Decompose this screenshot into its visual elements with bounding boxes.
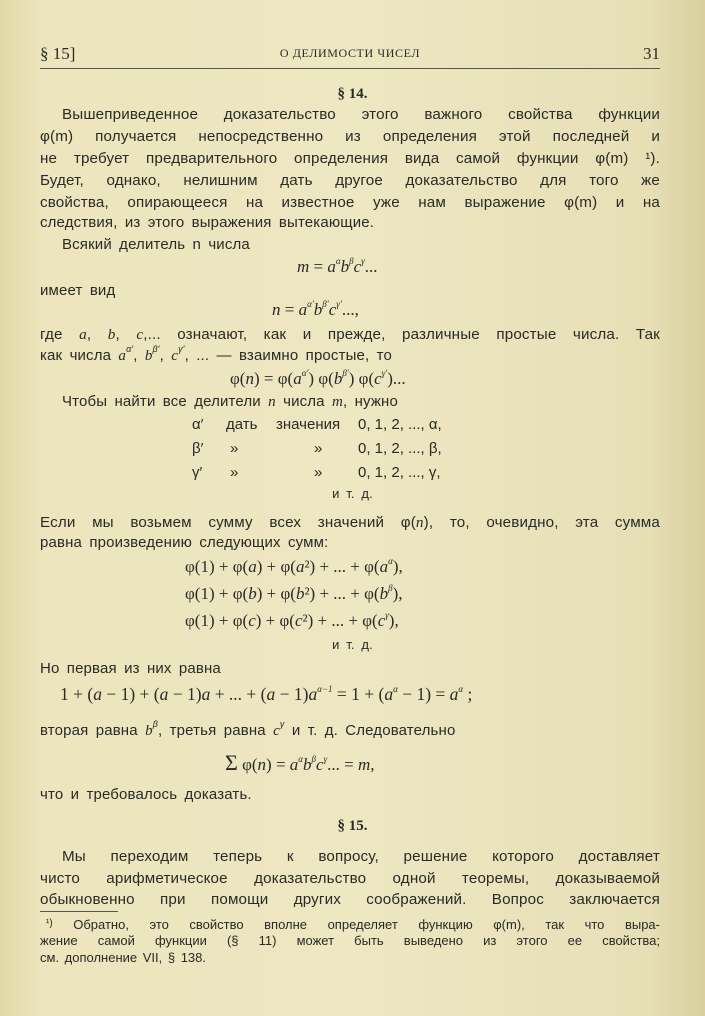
paragraph-line: что и требовалось доказать.: [40, 786, 252, 803]
paragraph-line: вторая равна $b^\beta$, третья равна $c^\gamma$ и т. д. Следовательно: [40, 719, 456, 739]
header-title: О ДЕЛИМОСТИ ЧИСЕЛ: [279, 46, 421, 60]
section-15-heading: § 15.: [337, 818, 368, 834]
paragraph-line: следствия, из этого выражения вытекающие.: [40, 214, 375, 231]
etc-label: и т. д.: [332, 637, 373, 652]
section-14-heading: § 14.: [337, 86, 368, 102]
paragraph-line: где a, b, c,... означают, как и прежде, различные простые числа. Так: [40, 326, 660, 343]
paragraph-line: φ(m) получается непосредственно из определения этой последней и: [40, 128, 660, 145]
sum-b: φ(1) + φ(b) + φ(b²) + ... + $\varphi(b^\beta)$,: [185, 583, 403, 603]
formula-first-sum: 1 + (a − 1) + (a − 1)a + ... + $(a - 1)a^{\alpha-1} = 1 + (a^\alpha - 1) = a^\alpha$ ;: [60, 684, 473, 704]
paragraph-line: Вышеприведенное доказательство этого важного свойства функции: [62, 106, 660, 123]
paragraph-line: Будет, однако, нелишним дать другое доказательство для того же: [40, 172, 660, 189]
sum-a: φ(1) + φ(a) + φ(a²) + ... + $\varphi(a^\alpha)$,: [185, 556, 403, 576]
paragraph-line: свойства, опирающееся на известное уже нам выражение φ(m) и на: [40, 194, 660, 211]
formula-m: $m = a^\alpha b^\beta c^\gamma$...: [297, 256, 378, 276]
running-header: [40, 40, 660, 64]
header-section-ref: § 15]: [40, 44, 76, 63]
header-rule: [40, 68, 660, 69]
paragraph-line: Если мы возьмем сумму всех значений φ(n), то, очевидно, эта сумма: [40, 514, 660, 531]
formula-phi-n: $\varphi(n) = \varphi(a^{\alpha'})$ $\varphi(b^{\beta'})$ $\varphi(c^{\gamma'})$...: [230, 368, 406, 388]
footnote-line: $^{^1)}$ Обратно, это свойство вполне определяет функцию φ(m), так что выра-: [46, 917, 660, 932]
paragraph-line: Чтобы найти все делители n числа m, нужно: [62, 393, 398, 410]
page-number: 31: [643, 44, 660, 63]
book-page: § 15] О ДЕЛИМОСТИ ЧИСЕЛ 31 § 14. Вышеприведенное доказательство этого важного свойства функции φ(m) получается непосредственно из определения этой последней и не требует предварительного определения вида самой функции φ(m) ¹). Будет, однако, нелишним дать другое доказательство для того же свойства, опирающееся на известное уже нам выражение φ(m) и на следствия, из этого выражения вытекающие. Всякий делитель n числа $m = a^\alpha b^\beta c^\gamma$... имеет вид $n = a^{\alpha'}b^{\beta'}c^{\gamma'}$..., где a, b, c,... означают, как и прежде, различные простые числа. Так как числа $a^{\alpha'}$, $b^{\beta'}$, $c^{\gamma'}$, ... — взаимно простые, то $\varphi(n) = \varphi(a^{\alpha'})$ $\varphi(b^{\beta'})$ $\varphi(c^{\gamma'})$... Чтобы найти все делители n числа m, нужно α′ дать значения 0, 1, 2, ..., α, β′ » » 0, 1, 2, ..., β, γ′ » » 0, 1, 2, ..., γ, и т. д. Если мы возьмем сумму всех значений φ(n), то, очевидно, эта сумма равна произведению следующих сумм: φ(1) + φ(a) + φ(a²) + ... + $\varphi(a^\alpha)$, φ(1) + φ(b) + φ(b²) + ... + $\varphi(b^\beta)$, φ(1) + φ(c) + φ(c²) + ... + $\varphi(c^\gamma)$, и т. д. Но первая из них равна 1 + (a − 1) + (a − 1)a + ... + $(a - 1)a^{\alpha-1} = 1 + (a^\alpha - 1) = a^\alpha$ ; вторая равна $b^\beta$, третья равна $c^\gamma$ и т. д. Следовательно Σ $\varphi(n) = a^\alpha b^\beta c^\gamma$... = m, что и требовалось доказать. § 15. Мы переходим теперь к вопросу, решение которого доставляет чисто арифметическое доказательство одной теоремы, доказываемой обыкновенно при помощи других соображений. Вопрос заключается $^{^1)}$ Обратно, это свойство вполне определяет функцию φ(m), так что выра- жение самой функции (§ 11) может быть выведено из этого ее свойства; см. дополнение VII, § 138.: [0, 0, 705, 1016]
paragraph-line: чисто арифметическое доказательство одной теоремы, доказываемой: [40, 870, 660, 887]
formula-n: $n = a^{\alpha'}b^{\beta'}c^{\gamma'}$...,: [272, 299, 359, 319]
paragraph-line: имеет вид: [40, 282, 116, 299]
paragraph-line: Всякий делитель n числа: [62, 236, 250, 253]
paragraph-line: равна произведению следующих сумм:: [40, 534, 329, 551]
sum-c: φ(1) + φ(c) + φ(c²) + ... + $\varphi(c^\gamma)$,: [185, 610, 399, 630]
paragraph-line: Мы переходим теперь к вопросу, решение которого доставляет: [62, 848, 660, 865]
paragraph-line: обыкновенно при помощи других соображений. Вопрос заключается: [40, 891, 660, 908]
paragraph-line: Но первая из них равна: [40, 660, 221, 677]
footnote-line: жение самой функции (§ 11) может быть выведено из этого ее свойства;: [40, 933, 660, 948]
formula-sum-result: Σ $\varphi(n) = a^\alpha b^\beta c^\gamma$... = m,: [225, 750, 375, 775]
paragraph-line: как числа $a^{\alpha'}$, $b^{\beta'}$, $c^{\gamma'}$, ... — взаимно простые, то: [40, 344, 393, 364]
footnote-rule: [40, 911, 118, 912]
paragraph-line: не требует предварительного определения вида самой функции φ(m) ¹).: [40, 150, 660, 167]
footnote-line: см. дополнение VII, § 138.: [40, 950, 206, 965]
etc-label: и т. д.: [332, 486, 373, 501]
